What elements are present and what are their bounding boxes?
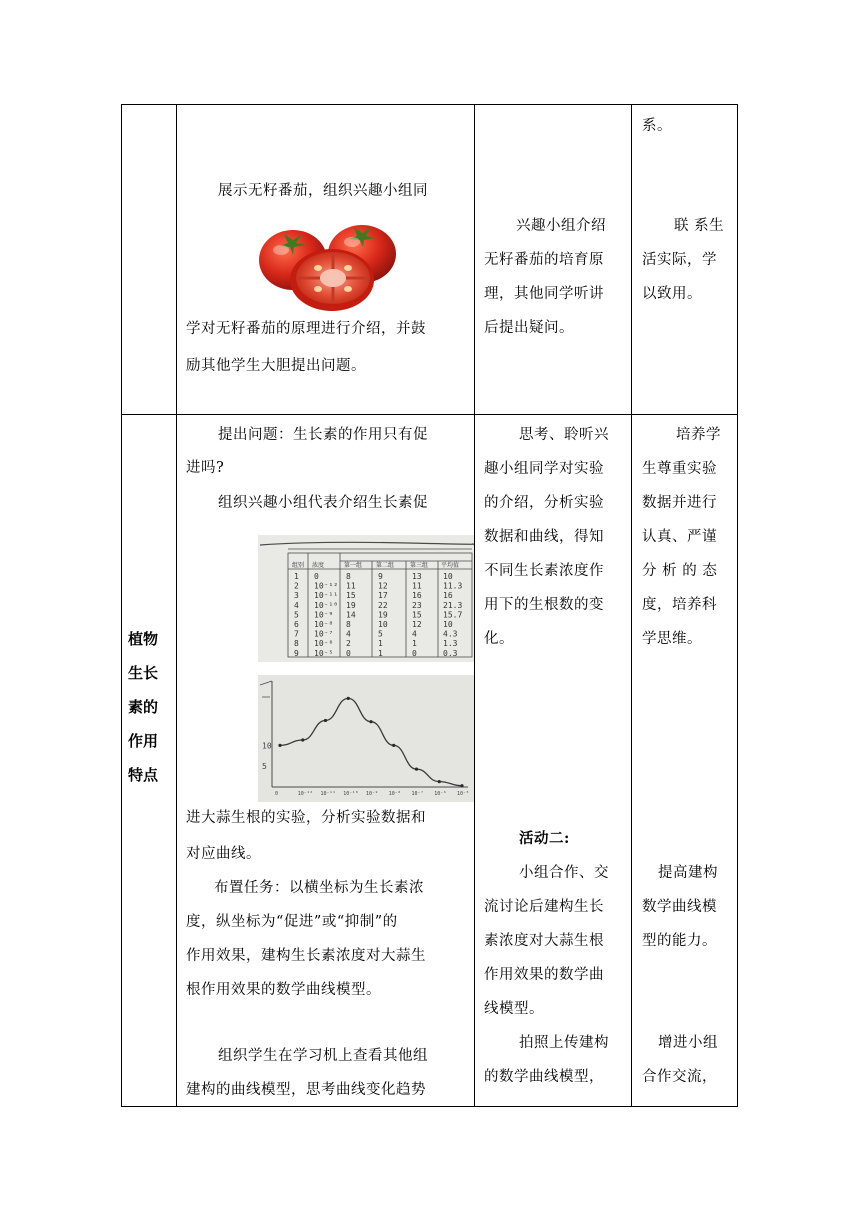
chart-x-tick-label: 10⁻¹¹ — [320, 791, 336, 797]
row2-intent-a5: 分 析 的 态 — [642, 563, 718, 579]
table-cell: 11.3 — [443, 581, 463, 591]
row1-intent-line0: 系。 — [642, 118, 672, 134]
table-cell: 8 — [346, 620, 351, 629]
chart-x-tick-label: 0 — [275, 791, 279, 797]
row2-student-b4: 作用效果的数学曲 — [484, 967, 604, 983]
table-cell: 2 — [294, 581, 299, 591]
table-cell: 1 — [294, 572, 299, 581]
row2-intent-a3: 数据并进行 — [642, 495, 717, 511]
table-cell: 10 — [443, 620, 453, 629]
row1-teacher-line1: 展示无籽番茄，组织兴趣小组同 — [218, 183, 428, 199]
row2-teacher-p1a: 提出问题：生长素的作用只有促 — [218, 427, 428, 443]
chart-point — [438, 780, 441, 783]
row2-intent-b2: 数学曲线模 — [642, 899, 717, 915]
table-header-cell: 平均值 — [441, 562, 460, 569]
table-cell: 0 — [346, 648, 351, 658]
row1-student-line3: 理，其他同学听讲 — [484, 286, 604, 302]
table-cell: 19 — [346, 600, 356, 610]
table-cell: 4 — [294, 600, 299, 610]
row2-student-b2: 流讨论后建构生长 — [484, 899, 604, 915]
row2-intent-b3: 型的能力。 — [642, 933, 717, 949]
col-divider-3 — [631, 104, 632, 1107]
activity-two-title: 活动二: — [519, 830, 570, 847]
row2-intent-a6: 度，培养科 — [642, 597, 717, 613]
row2-intent-a1: 培养学 — [676, 427, 721, 443]
row1-student-line4: 后提出疑问。 — [484, 320, 574, 336]
table-cell: 9 — [294, 648, 299, 658]
row2-teacher-p4b: 建构的曲线模型，思考曲线变化趋势 — [186, 1082, 426, 1098]
table-cell: 4.3 — [443, 629, 458, 639]
table-cell: 16 — [443, 591, 453, 601]
table-cell: 10⁻⁸ — [314, 620, 334, 629]
table-cell: 10 — [443, 572, 453, 581]
row2-student-a7: 化。 — [484, 631, 514, 647]
chart-point — [460, 784, 463, 787]
row2-intent-a2: 生尊重实验 — [642, 461, 717, 477]
chart-series-line — [280, 698, 462, 785]
row2-teacher-p1b: 进吗? — [186, 460, 225, 476]
row1-intent-line3: 以致用。 — [642, 286, 702, 302]
table-cell: 1 — [378, 639, 383, 649]
table-cell: 9 — [378, 572, 383, 581]
row1-teacher-line3: 励其他学生大胆提出问题。 — [186, 358, 366, 374]
chart-point — [324, 719, 327, 722]
table-cell: 1.3 — [443, 639, 458, 649]
table-cell: 10⁻¹² — [314, 581, 339, 591]
table-cell: 13 — [412, 572, 422, 581]
tomato-icon — [256, 218, 400, 314]
table-cell: 4 — [412, 629, 417, 639]
row2-teacher-p2b: 进大蒜生根的实验，分析实验数据和 — [186, 810, 426, 826]
table-cell: 0.3 — [443, 648, 458, 658]
row2-student-b3: 素浓度对大蒜生根 — [484, 933, 604, 949]
table-border-top — [121, 104, 738, 105]
table-cell: 1 — [378, 648, 383, 658]
row2-student-a1: 思考、聆听兴 — [519, 427, 609, 443]
data-table-photo — [258, 535, 474, 662]
col-divider-2 — [474, 104, 475, 1107]
row1-teacher-line2: 学对无籽番茄的原理进行介绍，并鼓 — [186, 321, 426, 337]
category-line2: 生长 — [128, 664, 159, 682]
category-line4: 作用 — [128, 732, 159, 750]
table-cell: 5 — [294, 610, 299, 620]
table-cell: 21.3 — [443, 600, 463, 610]
table-cell: 10⁻⁹ — [314, 610, 334, 620]
row1-intent-line2: 活实际，学 — [642, 252, 717, 268]
row2-student-c1: 拍照上传建构 — [519, 1035, 609, 1051]
row1-student-line2: 无籽番茄的培育原 — [484, 252, 604, 268]
table-cell: 4 — [346, 629, 351, 639]
table-cell: 12 — [378, 581, 388, 591]
category-line3: 素的 — [128, 698, 159, 716]
row1-student-line1: 兴趣小组介绍 — [516, 218, 606, 234]
row1-intent-line1: 联 系生 — [674, 218, 725, 234]
table-cell: 11 — [412, 581, 422, 591]
chart-point — [301, 738, 304, 741]
table-cell: 16 — [412, 591, 422, 601]
row2-teacher-p2a: 组织兴趣小组代表介绍生长素促 — [218, 495, 428, 511]
row2-teacher-p3b: 度，纵坐标为“促进”或“抑制”的 — [186, 914, 398, 930]
table-header-cell: 组别 — [292, 562, 305, 569]
chart-point — [278, 744, 281, 747]
curve-photo — [258, 675, 474, 802]
table-cell: 10⁻⁷ — [314, 629, 334, 639]
chart-x-tick-label: 10⁻¹⁰ — [343, 791, 359, 797]
row2-teacher-p3a: 布置任务：以横坐标为生长素浓 — [214, 880, 424, 896]
chart-y-tick-label: 10 — [262, 741, 272, 751]
chart-x-tick-label: 10⁻⁷ — [411, 791, 424, 797]
chart-point — [392, 744, 395, 747]
table-header-cell: 浓度 — [312, 562, 325, 569]
table-cell: 23 — [412, 600, 422, 610]
table-cell: 15.7 — [443, 610, 463, 620]
row2-intent-b1: 提高建构 — [658, 865, 718, 881]
row2-intent-c2: 合作交流， — [642, 1069, 717, 1085]
row2-student-a5: 不同生长素浓度作 — [484, 563, 604, 579]
table-cell: 2 — [346, 639, 351, 649]
col-divider-1 — [176, 104, 177, 1107]
chart-point — [369, 720, 372, 723]
table-cell: 19 — [378, 610, 388, 620]
chart-y-tick-label: 5 — [262, 762, 267, 772]
table-cell: 10⁻⁶ — [314, 639, 334, 649]
table-header-cell: 第二组 — [376, 562, 395, 569]
row2-intent-a7: 学思维。 — [642, 631, 702, 647]
chart-point — [347, 697, 350, 700]
table-cell: 12 — [412, 620, 422, 629]
table-cell: 7 — [294, 629, 299, 639]
table-cell: 17 — [378, 591, 388, 601]
chart-x-tick-label: 10⁻⁸ — [388, 791, 401, 797]
row2-intent-a4: 认真、严谨 — [642, 529, 717, 545]
handwritten-table — [258, 535, 474, 662]
chart-point — [415, 768, 418, 771]
table-cell: 10⁻¹¹ — [314, 591, 339, 601]
row2-teacher-p3c: 作用效果，建构生长素浓度对大蒜生 — [186, 948, 426, 964]
table-cell: 10 — [378, 620, 388, 629]
table-cell: 10⁻¹⁰ — [314, 600, 339, 610]
category-line5: 特点 — [128, 766, 159, 784]
table-cell: 1 — [412, 639, 417, 649]
row2-student-b5: 线模型。 — [484, 1001, 544, 1017]
chart-x-tick-label: 10⁻¹² — [297, 791, 313, 797]
table-header-cell: 第三组 — [410, 562, 429, 569]
table-cell: 10⁻⁵ — [314, 648, 334, 658]
hand-drawn-chart — [258, 675, 474, 802]
table-cell: 0 — [412, 648, 417, 658]
row2-student-b1: 小组合作、交 — [519, 865, 609, 881]
row2-intent-c1: 增进小组 — [658, 1035, 718, 1051]
table-cell: 0 — [314, 572, 319, 581]
table-cell: 22 — [378, 600, 388, 610]
row2-student-a3: 的介绍，分析实验 — [484, 495, 604, 511]
row2-teacher-p3d: 根作用效果的数学曲线模型。 — [186, 982, 381, 998]
chart-x-tick-label: 10⁻⁵ — [457, 791, 470, 797]
row2-student-a2: 趣小组同学对实验 — [484, 461, 604, 477]
row2-teacher-p2c: 对应曲线。 — [186, 846, 261, 862]
chart-x-tick-label: 10⁻⁶ — [434, 791, 447, 797]
chart-x-tick-label: 10⁻⁹ — [366, 791, 379, 797]
table-cell: 14 — [346, 610, 356, 620]
table-border-right — [737, 104, 738, 1107]
row2-student-a6: 用下的生根数的变 — [484, 597, 604, 613]
table-cell: 5 — [378, 629, 383, 639]
table-cell: 8 — [294, 639, 299, 649]
table-cell: 8 — [346, 572, 351, 581]
table-cell: 15 — [412, 610, 422, 620]
row-divider — [121, 414, 738, 415]
table-header-cell: 第一组 — [344, 562, 363, 569]
table-cell: 11 — [346, 581, 356, 591]
table-border-left — [121, 104, 122, 1107]
table-cell: 3 — [294, 591, 299, 601]
table-cell: 6 — [294, 620, 299, 629]
tomato-image — [256, 218, 400, 314]
table-cell: 15 — [346, 591, 356, 601]
row2-teacher-p4a: 组织学生在学习机上查看其他组 — [218, 1048, 428, 1064]
row2-student-a4: 数据和曲线，得知 — [484, 529, 604, 545]
row2-student-c2: 的数学曲线模型， — [484, 1069, 604, 1085]
category-line1: 植物 — [128, 630, 159, 648]
